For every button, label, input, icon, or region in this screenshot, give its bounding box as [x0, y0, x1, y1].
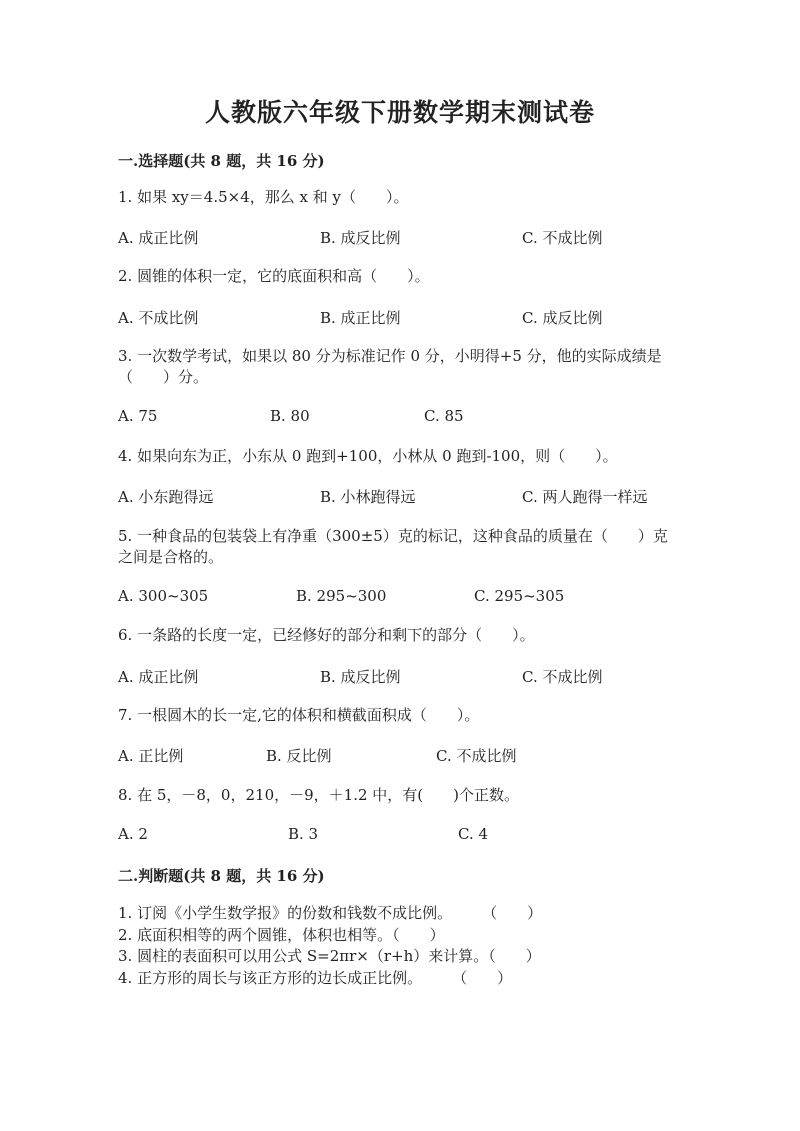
section-heading-choice: 一.选择题(共 8 题，共 16 分): [118, 152, 325, 170]
question-2: 2. 圆锥的体积一定，它的底面积和高（ ）。: [118, 267, 430, 285]
options-2: [118, 307, 718, 329]
option-c: C. 不成比例: [522, 668, 603, 686]
option-a: A. 75: [118, 407, 158, 425]
option-c: C. 成反比例: [522, 309, 603, 327]
options-6: [118, 666, 718, 688]
exam-title: 人教版六年级下册数学期末测试卷: [204, 98, 595, 127]
judgement-item-1: 1. 订阅《小学生数学报》的份数和钱数不成比例。 （ ）: [118, 904, 543, 922]
option-b: B. 295~300: [296, 587, 387, 605]
question-3: 3. 一次数学考试，如果以 80 分为标准记作 0 分，小明得+5 分，他的实际成绩是（ ）分。: [118, 347, 662, 386]
option-b: B. 小林跑得远: [320, 488, 416, 506]
option-a: A. 300~305: [118, 587, 209, 605]
judgement-item-3: 3. 圆柱的表面积可以用公式 S=2πr×（r+h）来计算。（ ）: [118, 947, 541, 965]
section-heading-judgement: 二.判断题(共 8 题，共 16 分): [118, 867, 325, 885]
option-c: C. 4: [458, 825, 489, 843]
options-3: [118, 407, 718, 429]
option-a: A. 2: [118, 825, 148, 843]
option-a: A. 不成比例: [118, 309, 199, 327]
option-c: C. 不成比例: [522, 229, 603, 247]
judgement-item-2: 2. 底面积相等的两个圆锥，体积也相等。（ ）: [118, 926, 445, 944]
option-a: A. 小东跑得远: [118, 488, 214, 506]
option-b: B. 3: [288, 825, 319, 843]
question-7: 7. 一根圆木的长一定,它的体积和横截面积成（ ）。: [118, 706, 480, 724]
options-4: [118, 486, 718, 508]
options-7: [118, 745, 718, 767]
options-8: [118, 825, 718, 847]
question-1: 1. 如果 xy＝4.5×4，那么 x 和 y（ ）。: [118, 188, 409, 206]
option-a: A. 成正比例: [118, 668, 199, 686]
option-c: C. 两人跑得一样远: [522, 488, 648, 506]
option-c: C. 85: [424, 407, 464, 425]
option-c: C. 295~305: [474, 587, 565, 605]
option-a: A. 成正比例: [118, 229, 199, 247]
question-8: 8. 在 5，－8，0，210，－9，＋1.2 中，有( )个正数。: [118, 786, 519, 804]
question-6: 6. 一条路的长度一定，已经修好的部分和剩下的部分（ ）。: [118, 626, 535, 644]
option-a: A. 正比例: [118, 747, 184, 765]
judgement-item-4: 4. 正方形的周长与该正方形的边长成正比例。 （ ）: [118, 969, 513, 987]
question-4: 4. 如果向东为正，小东从 0 跑到+100，小林从 0 跑到-100，则（ ）。: [118, 447, 618, 465]
option-b: B. 成反比例: [320, 229, 401, 247]
option-b: B. 成正比例: [320, 309, 401, 327]
question-5: 5. 一种食品的包装袋上有净重（300±5）克的标记，这种食品的质量在（ ）克之间是合格的。: [118, 527, 668, 566]
option-c: C. 不成比例: [436, 747, 517, 765]
options-5: [118, 587, 718, 609]
option-b: B. 反比例: [266, 747, 332, 765]
options-1: [118, 227, 718, 249]
option-b: B. 成反比例: [320, 668, 401, 686]
option-b: B. 80: [270, 407, 310, 425]
